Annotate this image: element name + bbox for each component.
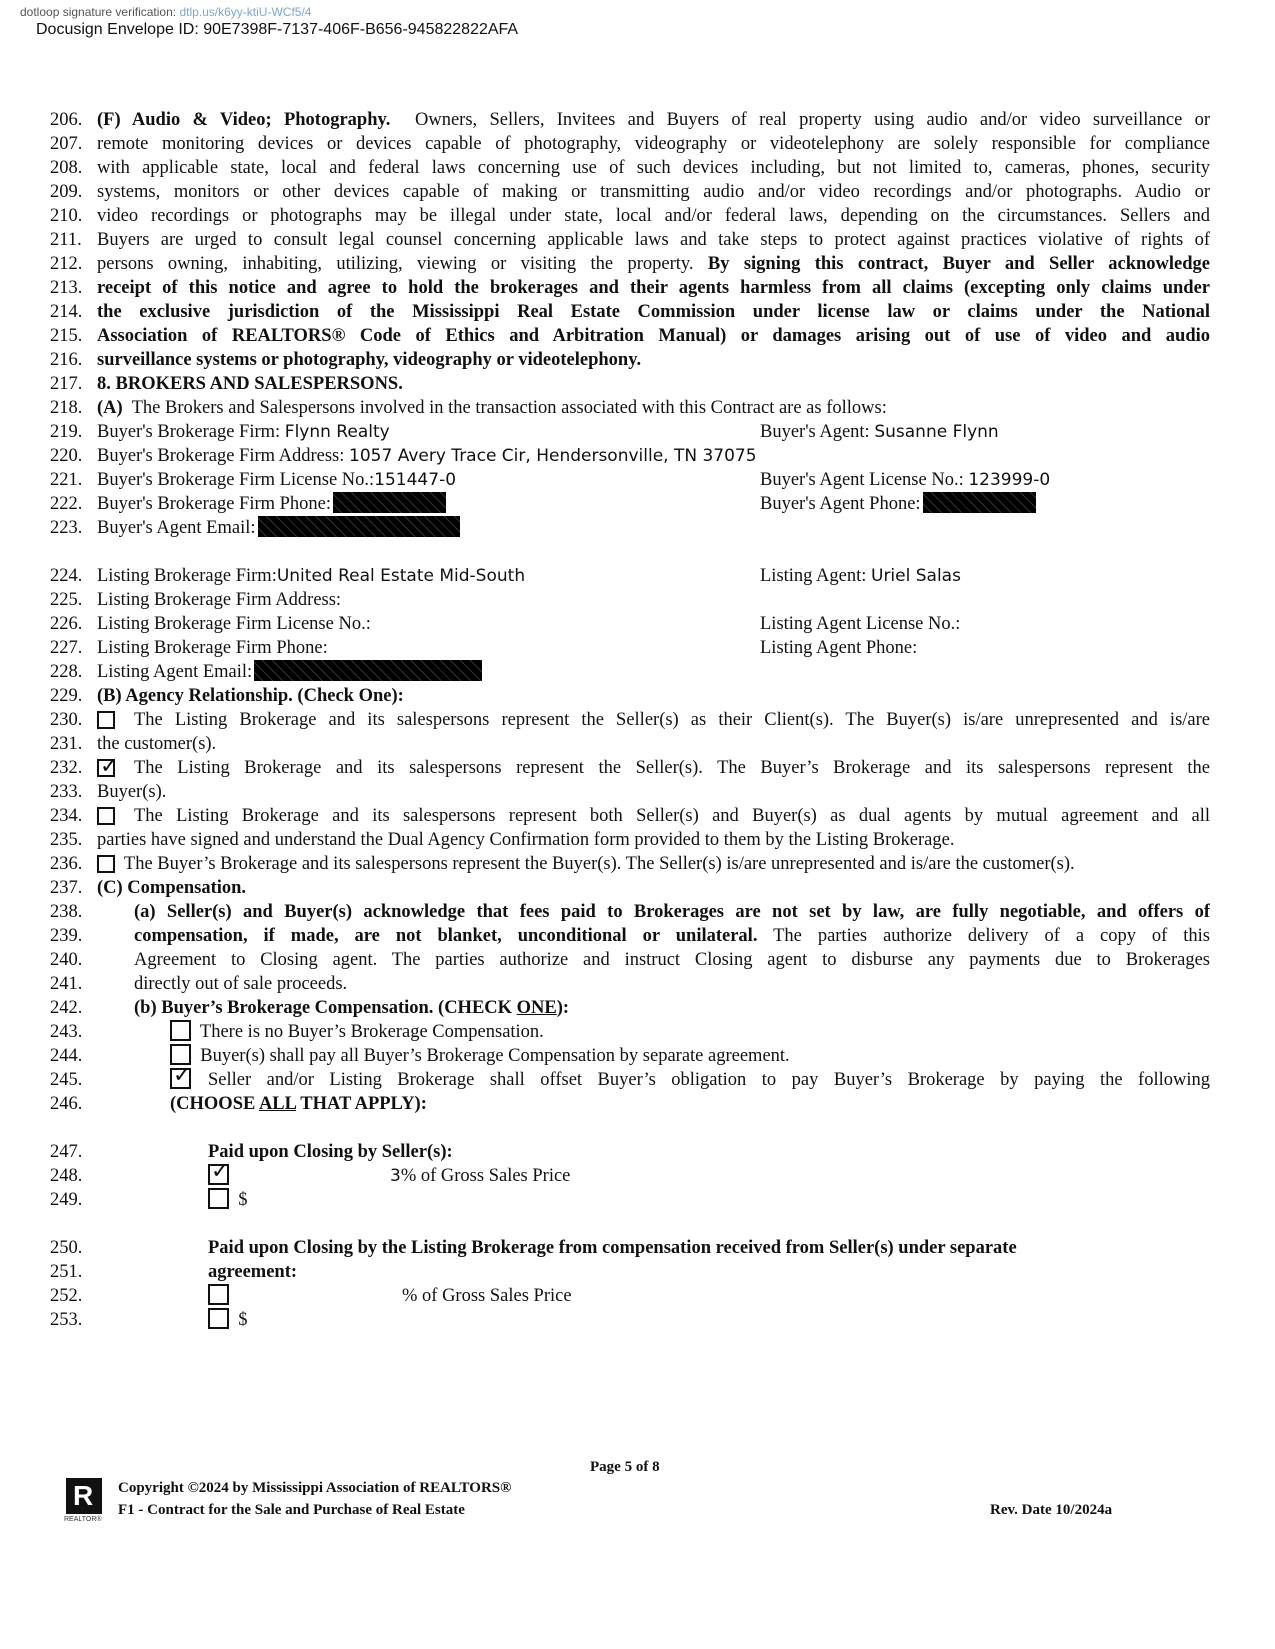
buyer-firm-value[interactable]: Flynn Realty (284, 422, 390, 442)
line-207-text: remote monitoring devices or devices capable of photography, videography or videotelephony are solely responsible for compliance (97, 134, 1210, 154)
comp-option-1: There is no Buyer’s Brokerage Compensation. (170, 1020, 544, 1044)
page-number: Page 5 of 8 (590, 1459, 660, 1475)
revision-date: Rev. Date 10/2024a (990, 1502, 1113, 1518)
redacted-buyer-agent-email (258, 516, 460, 537)
dotloop-verification (20, 5, 311, 19)
agency-heading: (B) Agency Relationship. (Check One): (97, 686, 404, 706)
seller-pct-label: 3% of Gross Sales Price (390, 1166, 571, 1186)
realtor-logo-caption: REALTOR® (64, 1516, 102, 1523)
line-239-text: compensation, if made, are not blanket, unconditional or unilateral. The parties authorize delivery of a copy of this (134, 926, 1210, 946)
line-209-text: systems, monitors or other devices capable of making or transmitting audio and/or video recordings and/or photographs. Audio or (97, 182, 1210, 202)
verification-link[interactable]: dtlp.us/k6yy-ktiU-WCf5/4 (179, 5, 312, 19)
buyer-brokerage-compensation-heading: (b) Buyer’s Brokerage Compensation. (CHECK ONE): (134, 998, 570, 1018)
line-210-text: video recordings or photographs may be illegal under state, local and/or federal laws, depending on the circumstances. Sellers and (97, 206, 1210, 226)
listing-paid-heading-1: Paid upon Closing by the Listing Brokerage from compensation received from Seller(s) under separate (208, 1238, 1017, 1258)
line-213-text: receipt of this notice and agree to hold the brokerages and their agents harmless from all claims (excepting only claims under (97, 278, 1210, 298)
listing-pct-label: % of Gross Sales Price (402, 1286, 572, 1306)
listing-pct-checkbox[interactable] (208, 1284, 229, 1305)
line-211-text: Buyers are urged to consult legal counsel concerning applicable laws and take steps to protect against practices violative of rights of (97, 230, 1210, 250)
listing-pct-row (208, 1284, 229, 1308)
line-241-text: directly out of sale proceeds. (134, 974, 348, 994)
redacted-buyer-agent-phone (923, 492, 1036, 513)
realtor-logo-icon (66, 1478, 102, 1514)
buyer-address-value[interactable]: 1057 Avery Trace Cir, Hendersonville, TN 37075 (349, 446, 757, 466)
compensation-heading: (C) Compensation. (97, 878, 247, 898)
line-232-text: The Listing Brokerage and its salespersons represent the Seller(s). The Buyer’s Brokerage and its salespersons represent the (134, 758, 1210, 778)
buyer-license-value[interactable]: 151447-0 (374, 470, 457, 490)
agency-option-1-checkbox[interactable] (97, 711, 115, 729)
line-206-text: (F) Audio & Video; Photography. Owners, Sellers, Invitees and Buyers of real property using audio and/or video surveillance or (97, 110, 1210, 130)
section-8-heading: 8. BROKERS AND SALESPERSONS. (97, 374, 403, 394)
form-name: F1 - Contract for the Sale and Purchase of Real Estate (118, 1502, 465, 1518)
comp-option-3-checkbox[interactable] (170, 1068, 191, 1089)
listing-paid-heading-2: agreement: (208, 1262, 298, 1282)
line-212-text: persons owning, inhabiting, utilizing, viewing or visiting the property. By signing this contract, Buyer and Seller acknowledge (97, 254, 1210, 274)
seller-pct-value[interactable]: 3 (390, 1166, 401, 1186)
line-214-text: the exclusive jurisdiction of the Mississippi Real Estate Commission under license law or claims under the National (97, 302, 1210, 322)
line-240-text: Agreement to Closing agent. The parties authorize and instruct Closing agent to disburse any payments due to Brokerages (134, 950, 1210, 970)
seller-dollar-row: $ (208, 1188, 248, 1212)
seller-dollar-checkbox[interactable] (208, 1188, 229, 1209)
listing-firm-value[interactable]: United Real Estate Mid-South (276, 566, 526, 586)
agency-option-2-checkbox[interactable] (97, 759, 115, 777)
agency-option-3-checkbox[interactable] (97, 807, 115, 825)
line-215-text: Association of REALTORS® Code of Ethics and Arbitration Manual) or damages arising out of use of video and audio (97, 326, 1210, 346)
redacted-buyer-firm-phone (333, 492, 446, 513)
listing-agent-value[interactable]: Uriel Salas (871, 566, 961, 586)
line-238-text: (a) Seller(s) and Buyer(s) acknowledge that fees paid to Brokerages are not set by law, are fully negotiable, and offers of (134, 902, 1210, 922)
section-f-heading: (F) Audio & Video; Photography. (97, 110, 391, 130)
line-234-text: The Listing Brokerage and its salespersons represent both Seller(s) and Buyer(s) as dual agents by mutual agreement and all (134, 806, 1210, 826)
listing-dollar-checkbox[interactable] (208, 1308, 229, 1329)
copyright: Copyright ©2024 by Mississippi Association of REALTORS® (118, 1480, 512, 1496)
comp-option-2-checkbox[interactable] (170, 1044, 191, 1065)
verification-label: dotloop signature verification: (20, 5, 177, 19)
seller-pct-row (208, 1164, 229, 1188)
listing-dollar-row: $ (208, 1308, 248, 1332)
line-230-text: The Listing Brokerage and its salespersons represent the Seller(s) as their Client(s). The Buyer(s) is/are unrepresented and is/are (134, 710, 1210, 730)
comp-option-3-text: Seller and/or Listing Brokerage shall offset Buyer’s obligation to pay Buyer’s Brokerage by paying the following (208, 1070, 1210, 1090)
choose-all-that-apply: (CHOOSE ALL THAT APPLY): (170, 1094, 427, 1114)
seller-pct-checkbox[interactable] (208, 1164, 229, 1185)
docusign-envelope-id: Docusign Envelope ID: 90E7398F-7137-406F-B656-945822822AFA (36, 21, 519, 38)
line-208-text: with applicable state, local and federal laws concerning use of such devices including, but not limited to, cameras, phones, security (97, 158, 1210, 178)
buyer-agent-license-value[interactable]: 123999-0 (968, 470, 1051, 490)
comp-option-2: Buyer(s) shall pay all Buyer’s Brokerage Compensation by separate agreement. (170, 1044, 790, 1068)
buyer-agent-value[interactable]: Susanne Flynn (874, 422, 999, 442)
comp-option-3-checkbox-wrap (170, 1068, 191, 1092)
comp-option-1-checkbox[interactable] (170, 1020, 191, 1041)
redacted-listing-agent-email (254, 660, 482, 681)
seller-paid-heading: Paid upon Closing by Seller(s): (208, 1142, 453, 1162)
agency-option-4-checkbox[interactable] (97, 855, 115, 873)
